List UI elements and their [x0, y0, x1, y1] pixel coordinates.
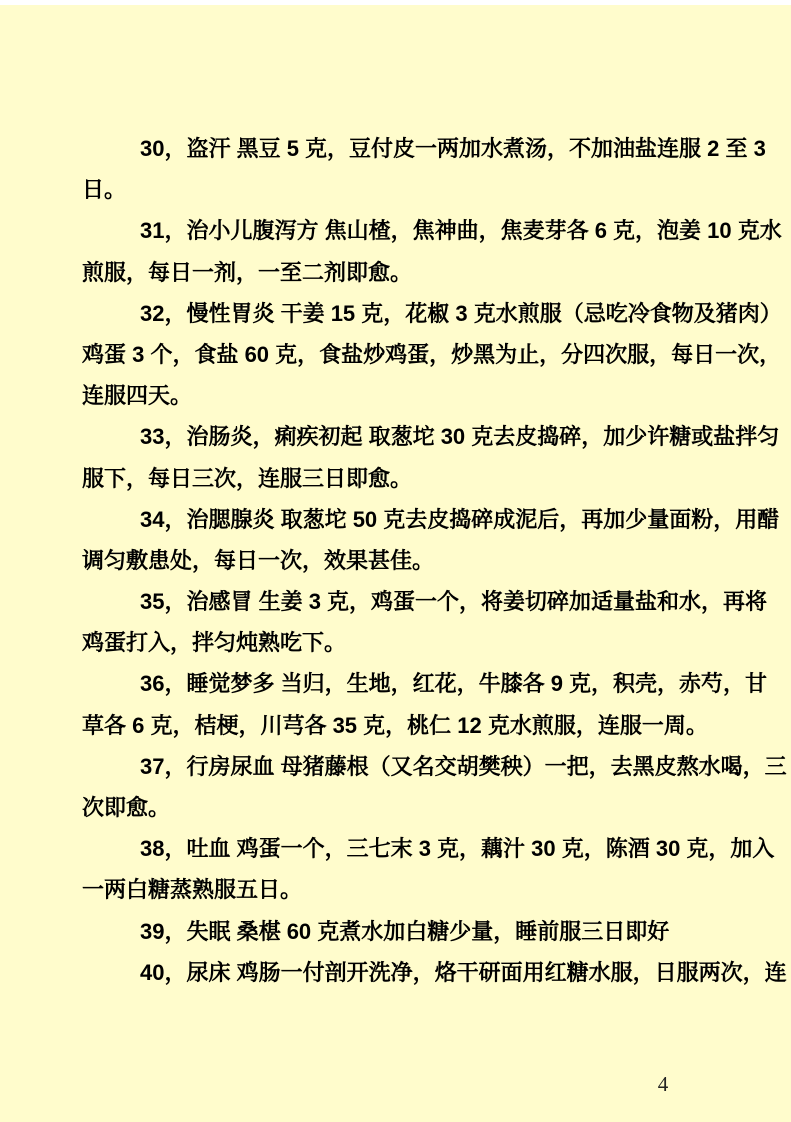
page-number: 4	[657, 1072, 669, 1096]
text-line: 次即愈。	[82, 795, 171, 820]
page-top-edge	[0, 0, 791, 5]
text-line: 30，盗汗 黑豆 5 克，豆付皮一两加水煮汤，不加油盐连服 2 至 3	[140, 136, 766, 161]
remedy-paragraph	[82, 581, 768, 663]
text-line: 调匀敷患处，每日一次，效果甚佳。	[82, 547, 435, 573]
text-line: 草各 6 克，桔梗，川芎各 35 克，桃仁 12 克水煎服，连服一周。	[82, 712, 708, 738]
remedy-paragraph	[82, 663, 768, 745]
text-line: 31，治小儿腹泻方 焦山楂，焦神曲，焦麦芽各 6 克，泡姜 10 克水	[140, 218, 782, 244]
text-line: 煎服，每日一剂，一至二剂即愈。	[82, 259, 413, 285]
remedy-paragraph	[82, 210, 782, 292]
text-line: 鸡蛋打入，拌匀炖熟吃下。	[82, 630, 347, 656]
text-line: 38，吐血 鸡蛋一个，三七末 3 克，藕汁 30 克，陈酒 30 克，加入	[140, 836, 775, 862]
text-line: 34，治腮腺炎 取葱坨 50 克去皮捣碎成泥后，再加少量面粉，用醋	[140, 506, 780, 532]
document-body	[82, 128, 787, 993]
text-line: 39，失眠 桑椹 60 克煮水加白糖少量，睡前服三日即好	[140, 918, 670, 944]
text-line: 服下，每日三次，连服三日即愈。	[82, 465, 413, 491]
text-line: 37，行房尿血 母猪藤根（又名交胡樊秧）一把，去黑皮熬水喝，三	[140, 753, 787, 779]
remedy-paragraph	[82, 293, 782, 417]
remedy-paragraph	[82, 499, 780, 581]
text-line: 32，慢性胃炎 干姜 15 克，花椒 3 克水煎服（忌吃冷食物及猪肉）	[140, 300, 782, 326]
text-line: 连服四天。	[82, 383, 193, 409]
text-line: 40，尿床 鸡肠一付剖开洗净，烙干研面用红糖水服，日服两次，连	[140, 959, 787, 985]
remedy-paragraph	[82, 952, 787, 993]
text-line: 鸡蛋 3 个，食盐 60 克，食盐炒鸡蛋，炒黑为止，分四次服，每日一次，	[82, 341, 782, 367]
text-line: 一两白糖蒸熟服五日。	[82, 877, 303, 903]
remedy-paragraph	[82, 746, 787, 828]
text-line: 33，治肠炎，痢疾初起 取葱坨 30 克去皮捣碎，加少许糖或盐拌匀	[140, 424, 780, 450]
remedy-paragraph	[82, 128, 766, 210]
remedy-paragraph	[82, 828, 775, 910]
remedy-paragraph	[82, 416, 780, 498]
text-line: 日。	[82, 177, 127, 203]
text-line: 36，睡觉梦多 当归，生地，红花，牛膝各 9 克，积壳，赤芍，甘	[140, 671, 768, 697]
text-line: 35，治感冒 生姜 3 克，鸡蛋一个，将姜切碎加适量盐和水，再将	[140, 589, 768, 615]
remedy-paragraph	[82, 911, 713, 952]
